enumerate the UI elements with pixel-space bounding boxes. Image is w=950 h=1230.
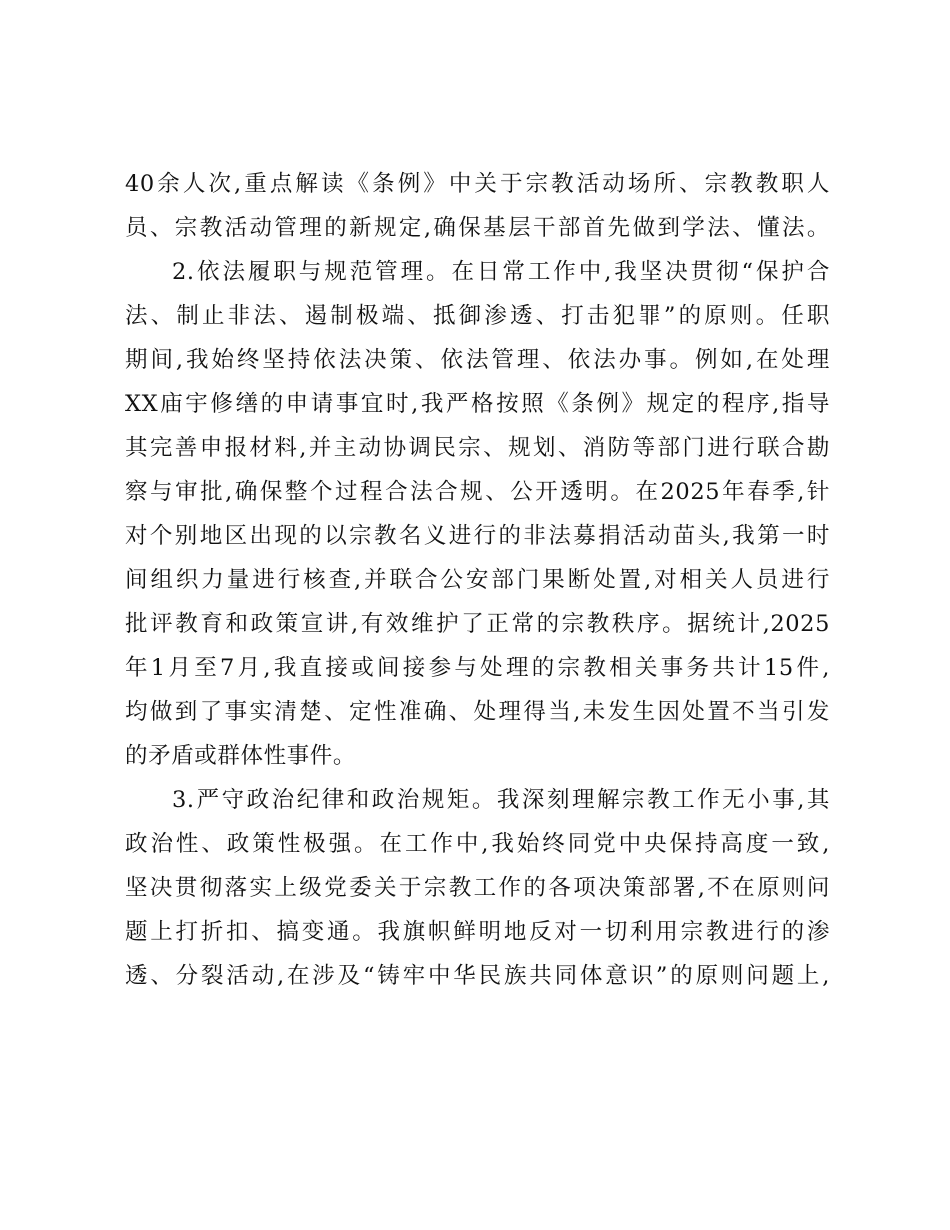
text-line: 间组织力量进行核查,并联合公安部门果断处置,对相关人员进行 bbox=[125, 567, 830, 593]
text-line: 批评教育和政策宣讲,有效维护了正常的宗教秩序。据统计,2025 bbox=[125, 611, 830, 637]
text-line: 年1月至7月,我直接或间接参与处理的宗教相关事务共计15件, bbox=[125, 655, 830, 681]
text-line: 员、宗教活动管理的新规定,确保基层干部首先做到学法、懂法。 bbox=[125, 215, 830, 241]
text-line: 其完善申报材料,并主动协调民宗、规划、消防等部门进行联合勘 bbox=[125, 435, 830, 461]
text-line: 察与审批,确保整个过程合法合规、公开透明。在2025年春季,针 bbox=[125, 479, 830, 505]
paragraph-heading-line: 3.严守政治纪律和政治规矩。我深刻理解宗教工作无小事,其 bbox=[172, 787, 830, 813]
text-line: 均做到了事实清楚、定性准确、处理得当,未发生因处置不当引发 bbox=[125, 699, 830, 725]
text-line: 坚决贯彻落实上级党委关于宗教工作的各项决策部署,不在原则问 bbox=[125, 875, 830, 901]
text-line: 对个别地区出现的以宗教名义进行的非法募捐活动苗头,我第一时 bbox=[125, 523, 830, 549]
text-line: 题上打折扣、搞变通。我旗帜鲜明地反对一切利用宗教进行的渗 bbox=[125, 919, 830, 945]
text-line: 政治性、政策性极强。在工作中,我始终同党中央保持高度一致, bbox=[125, 831, 830, 857]
text-line: 期间,我始终坚持依法决策、依法管理、依法办事。例如,在处理 bbox=[125, 347, 830, 373]
paragraph-heading-line: 2.依法履职与规范管理。在日常工作中,我坚决贯彻“保护合 bbox=[172, 259, 830, 285]
text-line: XX庙宇修缮的申请事宜时,我严格按照《条例》规定的程序,指导 bbox=[125, 391, 830, 417]
text-line: 法、制止非法、遏制极端、抵御渗透、打击犯罪”的原则。任职 bbox=[125, 303, 830, 329]
text-line: 的矛盾或群体性事件。 bbox=[125, 743, 357, 769]
text-line: 40余人次,重点解读《条例》中关于宗教活动场所、宗教教职人 bbox=[125, 171, 830, 197]
text-line: 透、分裂活动,在涉及“铸牢中华民族共同体意识”的原则问题上, bbox=[125, 963, 830, 989]
